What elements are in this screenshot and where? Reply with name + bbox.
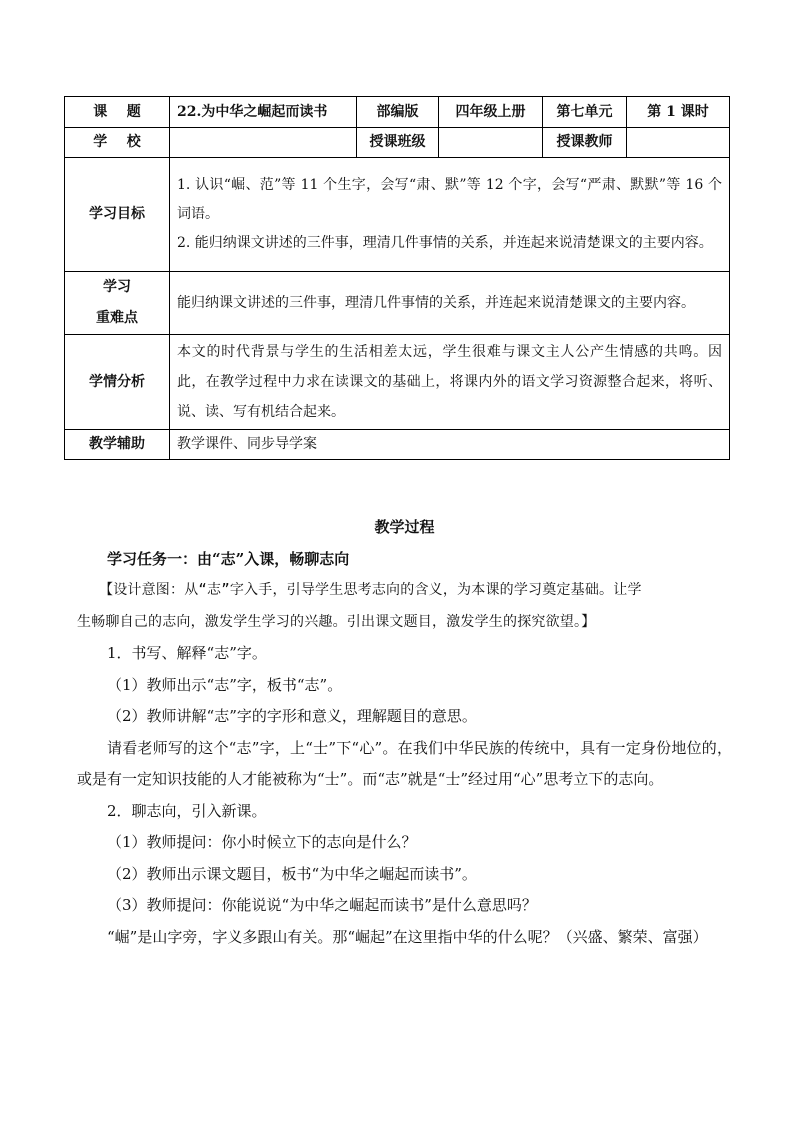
step-2-c: （3）教师提问：你能说说“为中华之崛起而读书”是什么意思吗？ [107,896,537,914]
difficulties-label-line1: 学习 [103,279,131,295]
lesson-title: 22.为中华之崛起而读书 [170,97,357,128]
class-value [439,128,543,158]
teacher-label: 授课教师 [543,128,627,158]
table-row [65,272,730,335]
step-1-a: （1）教师出示“志”字，板书“志”。 [107,675,343,694]
task-title: 学习任务一：由“志”入课，畅聊志向 [107,549,350,568]
paragraph-2: “崛”是山字旁，字义多跟山有关。那“崛起”在这里指中华的什么呢？（兴盛、繁荣、富强） [107,927,708,946]
unit: 第七单元 [543,97,627,128]
objectives-content [170,158,730,272]
step-1-b: （2）教师讲解“志”字的字形和意义，理解题目的意思。 [107,707,477,725]
section-heading: 教学过程 [374,518,435,536]
teacher-value [627,128,730,158]
school-value [170,128,357,158]
teaching-process [77,512,732,953]
design-note-line1: 【设计意图：从“志”字入手，引导学生思考志向的含义，为本课的学习奠定基础。让学 [99,582,642,598]
step-2-a: （1）教师提问：你小时候立下的志向是什么？ [107,833,417,851]
period: 第 1 课时 [627,97,730,128]
class-label: 授课班级 [357,128,439,158]
difficulties-label [65,272,170,335]
table-row [65,97,730,128]
objectives-label: 学习目标 [65,158,170,272]
objective-item: 1. 认识“崛、范”等 11 个生字，会写“肃、默”等 12 个字，会写“严肃、默默”等 16 个词语。 [177,177,722,222]
design-note-line2: 生畅聊自己的志向，激发学生学习的兴趣。引出课文题目，激发学生的探究欲望。】 [77,613,596,630]
lesson-info-table [64,96,730,460]
analysis-content: 本文的时代背景与学生的生活相差太远，学生很难与课文主人公产生情感的共鸣。因此，在教学过程中力求在读课文的基础上，将课内外的语文学习资源整合起来，将听、说、读、写有机结合起来。 [170,335,730,430]
difficulties-content: 能归纳课文讲述的三件事，理清几件事情的关系，并连起来说清楚课文的主要内容。 [170,272,730,335]
grade: 四年级上册 [439,97,543,128]
table-row [65,158,730,272]
table-row [65,335,730,430]
edition: 部编版 [357,97,439,128]
step-1: 1．书写、解释“志”字。 [107,644,267,662]
step-2-b: （2）教师出示课文题目，板书“为中华之崛起而读书”。 [107,864,477,883]
table-row [65,430,730,460]
school-label: 学 校 [65,128,170,158]
lesson-label: 课 题 [65,97,170,128]
aids-label: 教学辅助 [65,430,170,460]
objective-item: 2. 能归纳课文讲述的三件事，理清几件事情的关系，并连起来说清楚课文的主要内容。 [177,235,713,251]
difficulties-label-line2: 重难点 [96,310,138,326]
aids-content: 教学课件、同步导学案 [170,430,730,460]
paragraph-1: 请看老师写的这个“志”字，上“士”下“心”。在我们中华民族的传统中，具有一定身份地位的，或是有一定知识技能的人才能被称为“士”。而“志”就是“士”经过用“心”思考立下的志向。 [77,738,732,788]
table-row [65,128,730,158]
step-2: 2．聊志向，引入新课。 [107,801,267,820]
analysis-label: 学情分析 [65,335,170,430]
